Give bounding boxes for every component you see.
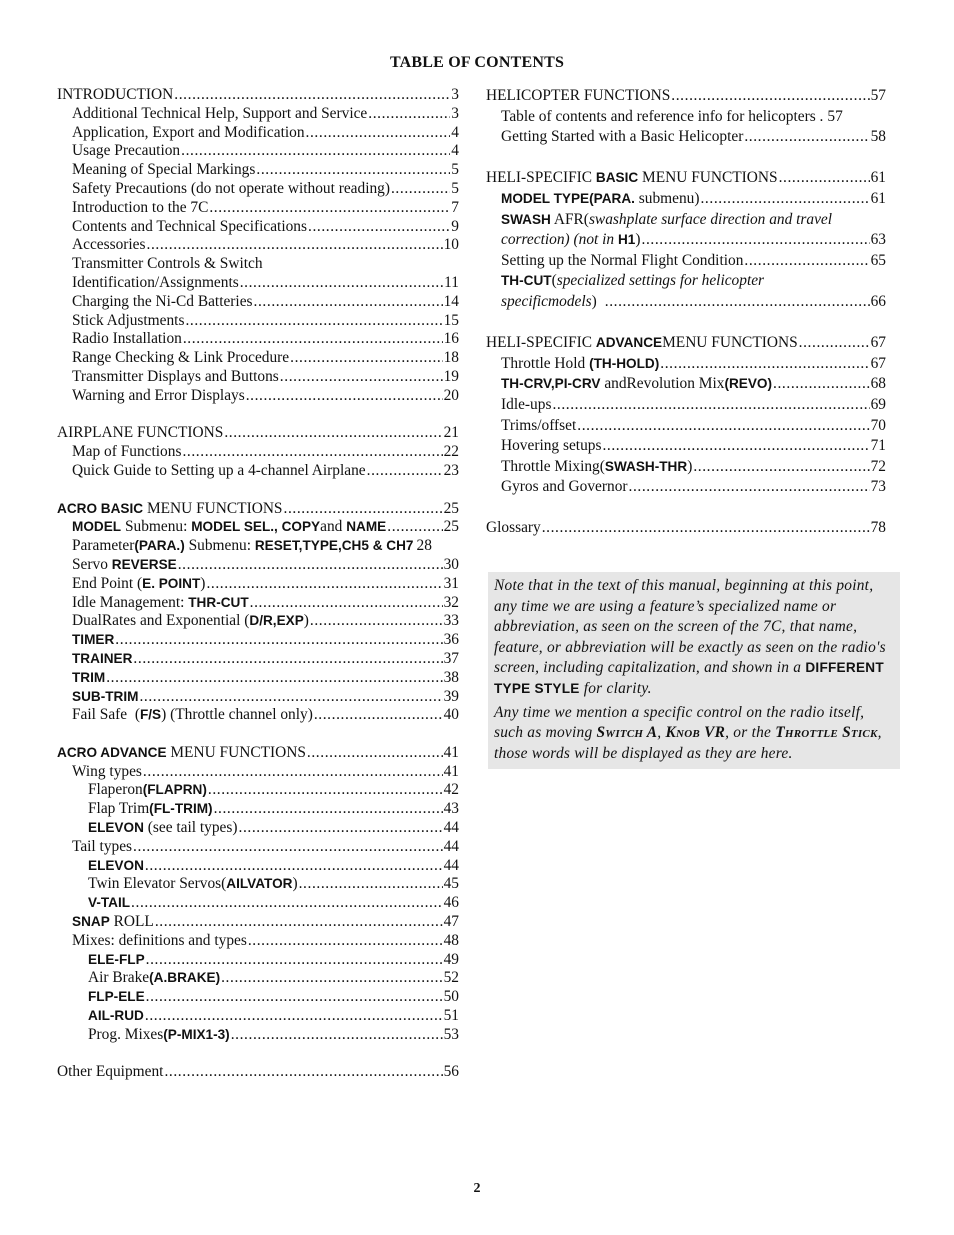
toc-section-glossary[interactable]: Glossary ..... 78 [486,518,886,539]
toc-entry[interactable]: MODEL TYPE(PARA. submenu) ..... 61 [486,189,886,210]
toc-entry[interactable]: DualRates and Exponential (D/R,EXP) ..... 33 [57,612,459,631]
toc-entry[interactable]: Transmitter Displays and Buttons ..... 19 [57,368,459,387]
toc-entry[interactable]: Identification/Assignments ..... 11 [57,274,459,293]
toc-entry[interactable]: Twin Elevator Servos(AILVATOR) ..... 45 [57,875,459,894]
toc-section-acro-basic[interactable]: ACRO BASIC MENU FUNCTIONS ..... 25 [57,500,459,519]
toc-entry[interactable]: TRIM ..... 38 [57,669,459,688]
toc-section-airplane[interactable]: AIRPLANE FUNCTIONS ..... 21 [57,424,459,443]
toc-section-helicopter[interactable]: HELICOPTER FUNCTIONS ..... 57 [486,86,886,107]
toc-entry[interactable]: INTRODUCTION ..... 3 [57,86,459,105]
toc-section-acro-advance[interactable]: ACRO ADVANCE MENU FUNCTIONS ..... 41 [57,744,459,763]
toc-entry[interactable]: Warning and Error Displays ..... 20 [57,387,459,406]
toc-section-heli-advance[interactable]: HELI-SPECIFIC ADVANCEMENU FUNCTIONS ..... 67 [486,333,886,354]
toc-entry[interactable]: Throttle Mixing(SWASH-THR) ..... 72 [486,457,886,478]
toc-entry-first-line[interactable]: Transmitter Controls & Switch [72,255,263,273]
toc-entry[interactable]: ELE-FLP ..... 49 [57,951,459,970]
toc-entry[interactable]: Air Brake(A.BRAKE) ..... 52 [57,969,459,988]
toc-entry[interactable]: MODEL Submenu: MODEL SEL., COPYand NAME ..... 25 [57,518,459,537]
toc-left-column [57,86,459,1082]
toc-entry[interactable]: TIMER ..... 36 [57,631,459,650]
toc-entry[interactable]: Map of Functions ..... 22 [57,443,459,462]
toc-entry[interactable]: AIL-RUD ..... 51 [57,1007,459,1026]
note-paragraph: Any time we mention a specific control on the radio itself, such as moving Switch A, Knob VR, or the Throttle Stick, those words will be displayed as they are here. [494,703,882,762]
toc-entry[interactable]: V-TAIL ..... 46 [57,894,459,913]
toc-entry[interactable]: ELEVON ..... 44 [57,857,459,876]
toc-entry[interactable]: Gyros and Governor ..... 73 [486,477,886,498]
toc-entry[interactable]: Stick Adjustments ..... 15 [57,312,459,331]
toc-section-heli-basic[interactable]: HELI-SPECIFIC BASIC MENU FUNCTIONS ..... 61 [486,168,886,189]
toc-entry[interactable]: ELEVON (see tail types) ..... 44 [57,819,459,838]
toc-entry[interactable]: Prog. Mixes(P-MIX1-3) ..... 53 [57,1026,459,1045]
toc-entry[interactable]: Flaperon(FLAPRN) ..... 42 [57,781,459,800]
page-title: TABLE OF CONTENTS [389,54,565,71]
toc-entry[interactable]: Accessories ..... 10 [57,236,459,255]
toc-entry[interactable]: TRAINER ..... 37 [57,650,459,669]
toc-entry[interactable]: Introduction to the 7C ..... 7 [57,199,459,218]
note-paragraph: Note that in the text of this manual, beginning at this point, any time we are using a feature’s specialized name or abbreviation, as seen on the screen of the 7C, that name, feature, or abbreviation will be exactly as seen on the radio's screen, including capitalization, and shown in a DIFFERENT TYPE STYLE for clarity. [494,577,886,697]
type-style-note [488,572,900,769]
toc-entry[interactable]: Idle Management: THR-CUT ..... 32 [57,594,459,613]
toc-entry[interactable]: Application, Export and Modification ..... 4 [57,124,459,143]
toc-entry[interactable]: Flap Trim(FL-TRIM) ..... 43 [57,800,459,819]
toc-entry[interactable]: Quick Guide to Setting up a 4-channel Airplane ..... 23 [57,462,459,481]
toc-entry[interactable]: Charging the Ni-Cd Batteries ..... 14 [57,293,459,312]
toc-entry[interactable]: Parameter(PARA.) Submenu: RESET,TYPE,CH5 & CH7 28 [72,537,432,555]
toc-entry[interactable]: SUB-TRIM ..... 39 [57,688,459,707]
toc-right-column [486,86,886,539]
toc-entry[interactable]: End Point (E. POINT) ..... 31 [57,575,459,594]
toc-entry[interactable]: Servo REVERSE ..... 30 [57,556,459,575]
toc-entry[interactable]: Setting up the Normal Flight Condition ..... 65 [486,251,886,272]
toc-entry[interactable]: Getting Started with a Basic Helicopter ..... 58 [486,127,886,148]
toc-entry[interactable]: Trims/offset ..... 70 [486,416,886,437]
toc-entry[interactable]: Mixes: definitions and types ..... 48 [57,932,459,951]
toc-entry[interactable]: Usage Precaution ..... 4 [57,142,459,161]
toc-section-other-equipment[interactable]: Other Equipment ..... 56 [57,1063,459,1082]
toc-entry[interactable]: Fail Safe (F/S) (Throttle channel only) ..... 40 [57,706,459,725]
toc-entry[interactable]: TH-CRV,PI-CRV andRevolution Mix(REVO) ..... 68 [486,374,886,395]
toc-entry[interactable]: Meaning of Special Markings ..... 5 [57,161,459,180]
toc-entry[interactable]: Contents and Technical Specifications ..... 9 [57,218,459,237]
toc-entry[interactable]: Hovering setups ..... 71 [486,436,886,457]
toc-entry[interactable]: Tail types ..... 44 [57,838,459,857]
toc-entry[interactable]: Idle-ups ..... 69 [486,395,886,416]
toc-entry[interactable]: Table of contents and reference info for helicopters . 57 [501,107,843,125]
page-number: 2 [473,1181,481,1196]
toc-entry[interactable]: specificmodels) ..... 66 [486,292,886,313]
toc-entry[interactable]: Wing types ..... 41 [57,763,459,782]
toc-entry[interactable]: correction) (not in H1) ..... 63 [486,230,886,251]
toc-entry[interactable]: Additional Technical Help, Support and Service ..... 3 [57,105,459,124]
toc-entry-first-line[interactable]: SWASH AFR(swashplate surface direction and travel [501,210,833,228]
toc-entry-first-line[interactable]: TH-CUT(specialized settings for helicopter [501,272,765,290]
toc-entry[interactable]: Radio Installation ..... 16 [57,330,459,349]
toc-entry[interactable]: Safety Precautions (do not operate without reading) ..... 5 [57,180,459,199]
toc-entry[interactable]: SNAP ROLL ..... 47 [57,913,459,932]
toc-entry[interactable]: Throttle Hold (TH-HOLD) ..... 67 [486,354,886,375]
toc-entry[interactable]: Range Checking & Link Procedure ..... 18 [57,349,459,368]
toc-entry[interactable]: FLP-ELE ..... 50 [57,988,459,1007]
